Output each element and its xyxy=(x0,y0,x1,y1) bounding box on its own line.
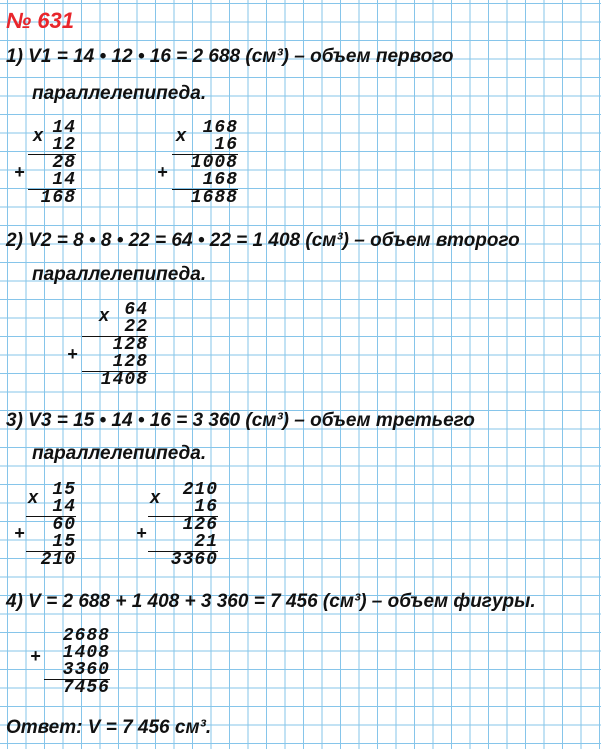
sum: 7456 xyxy=(62,678,110,698)
plus-sign: + xyxy=(14,162,25,182)
product: 210 xyxy=(40,550,76,570)
step-2-line: 2) V2 = 8 • 8 • 22 = 64 • 22 = 1 408 (см³) – объем второго xyxy=(6,230,520,251)
operand: 210 xyxy=(182,480,218,500)
operand: 22 xyxy=(82,319,148,337)
partial-product: 28 xyxy=(52,153,76,173)
multiplication-14x12 xyxy=(28,120,76,207)
partial-product: 14 xyxy=(28,172,76,190)
operand: 14 xyxy=(52,118,76,138)
multiplication-168x16 xyxy=(172,120,238,207)
step-1-line: 1) V1 = 14 • 12 • 16 = 2 688 (см³) – объем первого xyxy=(6,46,454,67)
plus-sign: + xyxy=(14,523,25,543)
partial-product: 60 xyxy=(52,515,76,535)
plus-sign: + xyxy=(67,344,78,364)
problem-number: № 631 xyxy=(6,8,75,33)
partial-product: 126 xyxy=(182,515,218,535)
multiply-sign: x xyxy=(150,487,161,507)
operand: 15 xyxy=(52,480,76,500)
operand: 16 xyxy=(148,499,218,517)
operand: 16 xyxy=(172,137,238,155)
product: 1408 xyxy=(100,370,148,390)
multiply-sign: x xyxy=(99,305,110,325)
multiplication-64x22 xyxy=(82,302,148,389)
operand: 168 xyxy=(202,118,238,138)
answer-line: Ответ: V = 7 456 см³. xyxy=(6,717,212,738)
column-addition xyxy=(44,628,110,697)
step-3-line: 3) V3 = 15 • 14 • 16 = 3 360 (см³) – объем третьего xyxy=(6,410,475,431)
addend: 1408 xyxy=(62,643,110,663)
multiply-sign: x xyxy=(176,125,187,145)
partial-product: 128 xyxy=(112,335,148,355)
product: 168 xyxy=(40,188,76,208)
partial-product: 21 xyxy=(148,534,218,552)
multiply-sign: x xyxy=(33,125,44,145)
product: 1688 xyxy=(190,188,238,208)
partial-product: 128 xyxy=(82,354,148,372)
step-1-continuation: параллелепипеда. xyxy=(32,83,207,104)
addend: 3360 xyxy=(44,662,110,680)
multiply-sign: x xyxy=(28,487,39,507)
step-4-line: 4) V = 2 688 + 1 408 + 3 360 = 7 456 (см³) – объем фигуры. xyxy=(6,591,536,612)
product: 3360 xyxy=(170,550,218,570)
partial-product: 15 xyxy=(26,534,76,552)
operand: 12 xyxy=(28,137,76,155)
multiplication-210x16 xyxy=(148,482,218,569)
operand: 14 xyxy=(26,499,76,517)
operand: 64 xyxy=(124,300,148,320)
step-3-continuation: параллелепипеда. xyxy=(32,443,207,464)
plus-sign: + xyxy=(30,646,41,666)
step-2-continuation: параллелепипеда. xyxy=(32,264,207,285)
partial-product: 1008 xyxy=(190,153,238,173)
partial-product: 168 xyxy=(172,172,238,190)
multiplication-15x14 xyxy=(26,482,76,569)
plus-sign: + xyxy=(136,523,147,543)
plus-sign: + xyxy=(157,162,168,182)
addend: 2688 xyxy=(62,626,110,646)
